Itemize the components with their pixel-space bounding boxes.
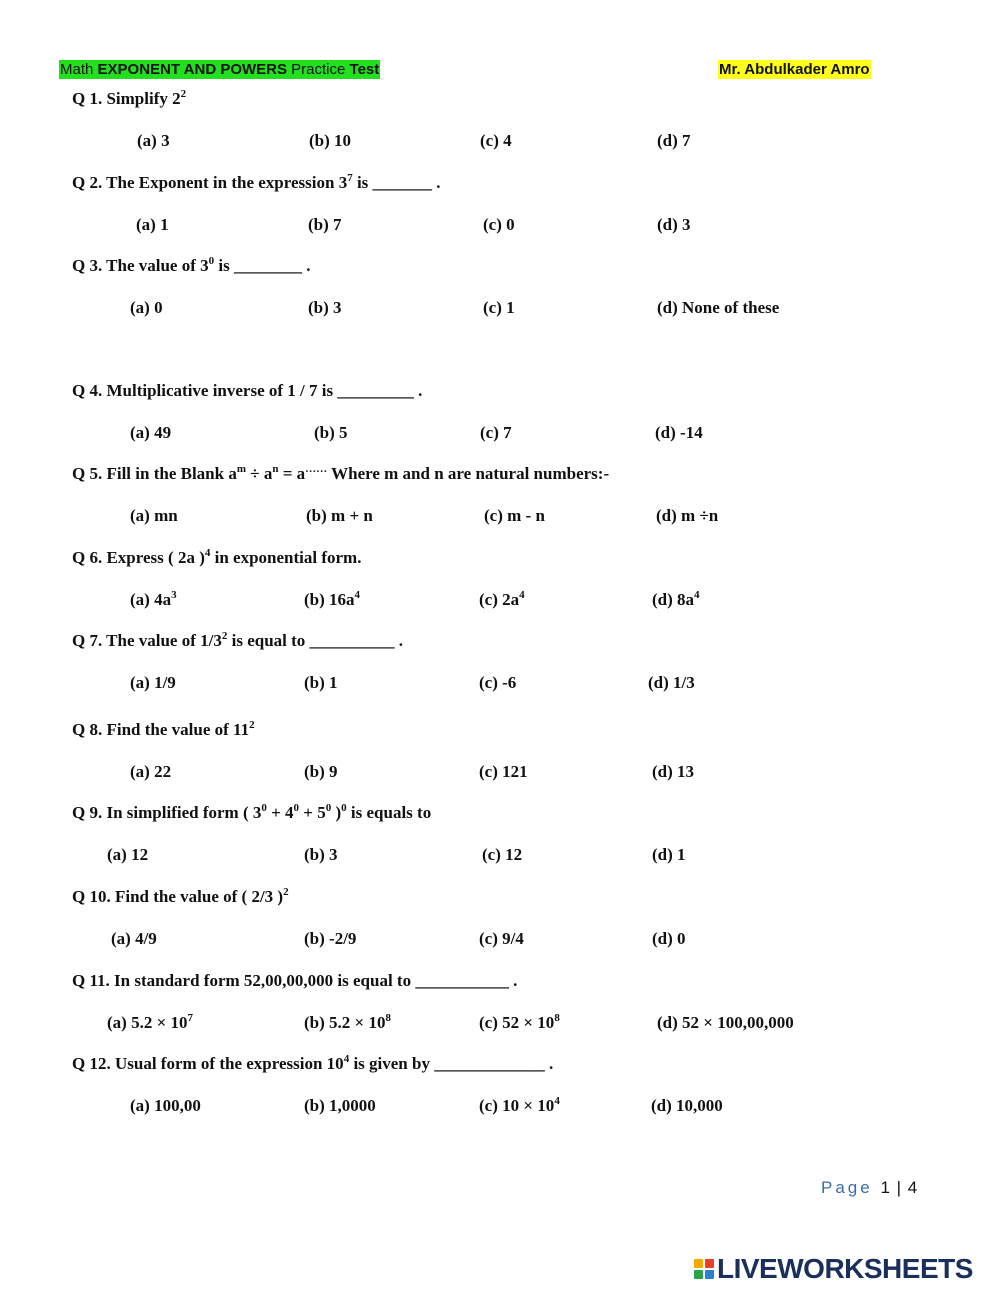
answer-option[interactable] <box>479 590 525 610</box>
text-segment: Q 2. The Exponent in the expression 3 <box>72 173 348 192</box>
header-author: Mr. Abdulkader Amro <box>719 61 870 78</box>
text-segment: Q 8. Find the value of 11 <box>72 720 250 739</box>
text-segment: (a) mn <box>130 506 178 525</box>
header-test-word: Test <box>349 61 380 78</box>
text-segment: (c) 121 <box>479 762 528 781</box>
answer-option[interactable] <box>308 215 342 235</box>
answer-option[interactable] <box>480 423 512 443</box>
answer-option[interactable] <box>304 762 338 782</box>
text-segment: (d) None of these <box>657 298 780 317</box>
superscript: 4 <box>554 1095 560 1107</box>
answer-option[interactable] <box>130 298 163 318</box>
text-segment: (d) 1/3 <box>648 673 695 692</box>
text-segment: (a) 22 <box>130 762 172 781</box>
answer-option[interactable] <box>652 762 694 782</box>
text-segment: (c) m - n <box>484 506 545 525</box>
answer-option[interactable] <box>652 845 686 865</box>
answer-option[interactable] <box>480 131 512 151</box>
answer-option[interactable] <box>657 131 691 151</box>
answer-option[interactable] <box>483 298 515 318</box>
text-segment: ) <box>331 803 342 822</box>
text-segment: (b) 9 <box>304 762 338 781</box>
answer-option[interactable] <box>308 298 342 318</box>
text-segment: + 4 <box>266 803 294 822</box>
logo-square-3 <box>694 1270 703 1279</box>
answer-option[interactable] <box>652 590 700 610</box>
question-text <box>72 256 310 276</box>
question-text <box>72 381 422 401</box>
text-segment: + 5 <box>299 803 326 822</box>
answer-option[interactable] <box>111 929 157 949</box>
text-segment: (d) 10,000 <box>651 1096 723 1115</box>
answer-option[interactable] <box>130 423 171 443</box>
answer-option[interactable] <box>483 215 515 235</box>
text-segment: Q 10. Find the value of ( 2/3 ) <box>72 887 284 906</box>
text-segment: (b) 5.2 × 10 <box>304 1013 386 1032</box>
superscript: 7 <box>347 172 353 184</box>
logo-square-4 <box>705 1270 714 1279</box>
answer-option[interactable] <box>657 1013 794 1033</box>
answer-option[interactable] <box>482 845 522 865</box>
answer-option[interactable] <box>479 762 528 782</box>
text-segment: (a) 4a <box>130 590 172 609</box>
superscript: 2 <box>249 719 255 731</box>
answer-option[interactable] <box>107 845 148 865</box>
superscript: 0 <box>261 802 267 814</box>
answer-option[interactable] <box>107 1013 193 1033</box>
answer-option[interactable] <box>479 673 516 693</box>
answer-option[interactable] <box>479 929 524 949</box>
answer-option[interactable] <box>314 423 348 443</box>
text-segment: Q 3. The value of 3 <box>72 256 209 275</box>
question-text <box>72 803 431 823</box>
answer-option[interactable] <box>655 423 703 443</box>
text-segment: (d) 13 <box>652 762 695 781</box>
text-segment: (b) 10 <box>309 131 352 150</box>
question-text <box>72 548 361 568</box>
text-segment: (b) 16a <box>304 590 355 609</box>
text-segment: (a) 12 <box>107 845 149 864</box>
text-segment: (d) 8a <box>652 590 695 609</box>
superscript: 4 <box>354 589 361 601</box>
answer-option[interactable] <box>304 1013 391 1033</box>
text-segment: is _______ . <box>352 173 441 192</box>
text-segment: Q 6. Express ( 2a ) <box>72 548 205 567</box>
text-segment: (c) 52 × 10 <box>479 1013 555 1032</box>
logo-text: LIVEWORKSHEETS <box>717 1253 973 1284</box>
text-segment: Q 1. Simplify 2 <box>72 89 181 108</box>
superscript: 4 <box>694 589 700 601</box>
superscript: 8 <box>554 1012 560 1024</box>
liveworksheets-logo <box>694 1253 973 1285</box>
superscript: 2 <box>283 886 289 898</box>
text-segment: Q 5. Fill in the Blank a <box>72 464 237 483</box>
answer-option[interactable] <box>304 1096 376 1116</box>
superscript: 7 <box>187 1012 194 1024</box>
question-text <box>72 631 403 651</box>
text-segment: (a) 0 <box>130 298 163 317</box>
answer-option[interactable] <box>648 673 695 693</box>
superscript: 0 <box>208 255 215 267</box>
text-segment: (d) 52 × 100,00,000 <box>657 1013 794 1032</box>
answer-option[interactable] <box>657 298 779 318</box>
text-segment: (c) 7 <box>480 423 512 442</box>
answer-option[interactable] <box>304 673 338 693</box>
logo-mark-icon <box>694 1259 714 1279</box>
text-segment: (a) 5.2 × 10 <box>107 1013 188 1032</box>
superscript: 3 <box>171 589 177 601</box>
text-segment: (c) 1 <box>483 298 515 317</box>
text-segment: Where m and n are natural numbers:- <box>327 464 610 483</box>
text-segment: (b) 1,0000 <box>304 1096 376 1115</box>
text-segment: (c) 0 <box>483 215 515 234</box>
answer-option[interactable] <box>479 1096 560 1116</box>
text-segment: (b) 1 <box>304 673 338 692</box>
text-segment: (b) 3 <box>308 298 342 317</box>
text-segment: (b) -2/9 <box>304 929 357 948</box>
answer-option[interactable] <box>130 1096 201 1116</box>
text-segment: (c) 12 <box>482 845 523 864</box>
text-segment: (a) 1/9 <box>130 673 176 692</box>
text-segment: (b) m + n <box>306 506 373 525</box>
text-segment: (d) m ÷n <box>656 506 719 525</box>
text-segment: is equals to <box>346 803 432 822</box>
answer-option[interactable] <box>130 506 178 526</box>
text-segment: = a <box>278 464 306 483</box>
page-number <box>821 1178 918 1198</box>
text-segment: (b) 3 <box>304 845 338 864</box>
superscript: 4 <box>204 547 211 559</box>
text-segment: in exponential form. <box>210 548 362 567</box>
answer-option[interactable] <box>484 506 545 526</box>
text-segment: (d) 7 <box>657 131 691 150</box>
text-segment: (c) -6 <box>479 673 517 692</box>
superscript: 4 <box>343 1053 350 1065</box>
question-text <box>72 720 255 740</box>
superscript: 0 <box>293 802 300 814</box>
answer-option[interactable] <box>304 929 356 949</box>
text-segment: (a) 49 <box>130 423 172 442</box>
text-segment: (a) 3 <box>137 131 170 150</box>
answer-option[interactable] <box>306 506 373 526</box>
text-segment: (b) 5 <box>314 423 348 442</box>
answer-option[interactable] <box>656 506 718 526</box>
text-segment: (d) 0 <box>652 929 686 948</box>
text-segment: Q 11. In standard form 52,00,00,000 is equal to ___________ . <box>72 971 518 990</box>
question-text <box>72 464 609 484</box>
text-segment: (a) 4/9 <box>111 929 157 948</box>
text-segment: (c) 10 × 10 <box>479 1096 555 1115</box>
text-segment: (c) 2a <box>479 590 520 609</box>
superscript: 2 <box>221 630 228 642</box>
logo-square-2 <box>705 1259 714 1268</box>
header-subject: Math <box>60 61 94 78</box>
question-text <box>72 173 441 193</box>
superscript: 0 <box>341 802 347 814</box>
text-segment: (d) 1 <box>652 845 686 864</box>
superscript: 0 <box>325 802 332 814</box>
answer-option[interactable] <box>136 215 169 235</box>
question-text <box>72 1054 553 1074</box>
answer-option[interactable] <box>130 762 171 782</box>
page-count: 1 | 4 <box>880 1178 919 1197</box>
text-segment: (b) 7 <box>308 215 342 234</box>
text-segment: Q 9. In simplified form ( 3 <box>72 803 262 822</box>
page-label: Page <box>821 1178 873 1197</box>
header-mid: Practice <box>291 61 346 78</box>
text-segment: is given by _____________ . <box>349 1054 554 1073</box>
answer-option[interactable] <box>137 131 170 151</box>
superscript: …… <box>305 463 328 475</box>
superscript: 8 <box>385 1012 391 1024</box>
answer-option[interactable] <box>304 590 360 610</box>
text-segment: (d) 3 <box>657 215 691 234</box>
text-segment: (a) 100,00 <box>130 1096 201 1115</box>
superscript: m <box>236 463 247 475</box>
answer-option[interactable] <box>657 215 691 235</box>
text-segment: Q 12. Usual form of the expression 10 <box>72 1054 344 1073</box>
text-segment: (c) 4 <box>480 131 512 150</box>
text-segment: is ________ . <box>214 256 311 275</box>
text-segment: is equal to __________ . <box>227 631 404 650</box>
answer-option[interactable] <box>130 673 176 693</box>
superscript: 4 <box>519 589 525 601</box>
header-title <box>59 60 380 79</box>
question-text <box>72 89 186 109</box>
text-segment: ÷ a <box>246 464 273 483</box>
header-topic: EXPONENT AND POWERS <box>97 61 287 78</box>
superscript: n <box>272 463 279 475</box>
question-text <box>72 887 289 907</box>
text-segment: (a) 1 <box>136 215 169 234</box>
logo-square-1 <box>694 1259 703 1268</box>
text-segment: Q 7. The value of 1/3 <box>72 631 222 650</box>
answer-option[interactable] <box>479 1013 560 1033</box>
superscript: 2 <box>180 88 187 100</box>
answer-option[interactable] <box>130 590 177 610</box>
answer-option[interactable] <box>652 929 686 949</box>
text-segment: Q 4. Multiplicative inverse of 1 / 7 is _________ . <box>72 381 423 400</box>
question-text <box>72 971 517 991</box>
answer-option[interactable] <box>651 1096 723 1116</box>
text-segment: (c) 9/4 <box>479 929 524 948</box>
answer-option[interactable] <box>304 845 338 865</box>
answer-option[interactable] <box>309 131 351 151</box>
text-segment: (d) -14 <box>655 423 703 442</box>
